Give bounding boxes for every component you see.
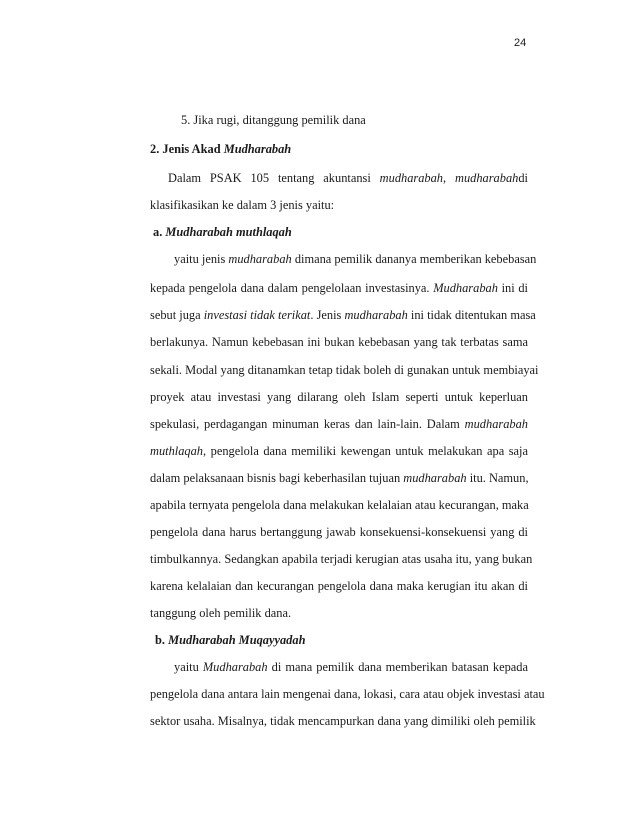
text-segment: mudharabah: [403, 471, 467, 485]
subheading-mudharabah-muthlaqah: [153, 224, 531, 240]
text-segment: sektor usaha. Misalnya, tidak mencampurkan dana yang dimiliki oleh pemilik: [150, 714, 536, 728]
text-segment: timbulkannya. Sedangkan apabila terjadi kerugian atas usaha itu, yang bukan: [150, 552, 533, 566]
paragraph-line: [168, 170, 528, 186]
text-segment: kepada pengelola dana dalam pengelolaan investasinya.: [150, 281, 434, 295]
paragraph-line: [150, 416, 528, 432]
text-segment: di: [518, 171, 528, 185]
text-segment: Mudharabah: [433, 281, 498, 295]
paragraph-line: [174, 659, 528, 675]
text-segment: 2. Jenis Akad: [150, 142, 224, 156]
text-segment: muthlaqah: [150, 444, 204, 458]
text-segment: Dalam PSAK 105 tentang akuntansi: [168, 171, 380, 185]
text-segment: Mudharabah: [223, 142, 292, 156]
text-segment: , pengelola dana memiliki kewengan untuk melakukan apa saja: [203, 444, 528, 458]
paragraph-line: [150, 197, 528, 213]
paragraph-line: [150, 524, 528, 540]
text-segment: Mudharabah muthlaqah: [165, 225, 292, 239]
text-segment: sekali. Modal yang ditanamkan tetap tidak boleh di gunakan untuk membiayai: [150, 363, 539, 377]
paragraph-line: [150, 362, 539, 378]
text-segment: mudharabah: [455, 171, 519, 185]
text-segment: ,: [443, 171, 455, 185]
text-segment: Mudharabah: [202, 660, 268, 674]
text-segment: pengelola dana harus bertanggung jawab konsekuensi-konsekuensi yang di: [150, 525, 528, 539]
text-segment: ini di: [497, 281, 528, 295]
text-segment: mudharabah: [228, 252, 292, 266]
text-segment: investasi tidak terikat: [203, 308, 311, 322]
text-segment: b.: [155, 633, 169, 647]
paragraph-line: [150, 443, 528, 459]
text-segment: yaitu: [174, 660, 203, 674]
text-segment: dalam pelaksanaan bisnis bagi keberhasilan tujuan: [150, 471, 404, 485]
subheading-mudharabah-muqayyadah: [155, 632, 533, 648]
text-segment: dimana pemilik dananya memberikan kebebasan: [291, 252, 537, 266]
text-segment: mudharabah: [344, 308, 408, 322]
text-segment: a.: [153, 225, 166, 239]
text-segment: ini tidak ditentukan masa: [407, 308, 536, 322]
paragraph-line: [150, 713, 536, 729]
text-segment: klasifikasikan ke dalam 3 jenis yaitu:: [150, 198, 335, 212]
text-segment: proyek atau investasi yang dilarang oleh Islam seperti untuk keperluan: [150, 390, 528, 404]
paragraph-line: [150, 551, 533, 567]
paragraph-line: [150, 307, 536, 323]
paragraph-line: [150, 470, 528, 486]
paragraph-line: [150, 686, 545, 702]
paragraph-line: [150, 389, 528, 405]
paragraph-line: [150, 497, 528, 513]
list-item-5: [181, 112, 535, 128]
text-segment: di mana pemilik dana memberikan batasan kepada: [267, 660, 528, 674]
paragraph-line: [150, 334, 528, 350]
text-segment: spekulasi, perdagangan minuman keras dan lain-lain. Dalam: [150, 417, 465, 431]
text-segment: 5. Jika rugi, ditanggung pemilik dana: [181, 113, 366, 127]
text-segment: Mudharabah Muqayyadah: [168, 633, 306, 647]
text-segment: itu. Namun,: [466, 471, 529, 485]
text-segment: karena kelalaian dan kecurangan pengelola dana maka kerugian itu akan di: [150, 579, 528, 593]
text-segment: yaitu jenis: [174, 252, 229, 266]
paragraph-line: [150, 280, 528, 296]
text-segment: apabila ternyata pengelola dana melakukan kelalaian atau kecurangan, maka: [150, 498, 529, 512]
text-segment: mudharabah: [379, 171, 444, 185]
text-segment: sebut juga: [150, 308, 204, 322]
text-segment: mudharabah: [464, 417, 528, 431]
paragraph-line: [174, 251, 537, 267]
paragraph-line: [150, 605, 528, 621]
text-segment: pengelola dana antara lain mengenai dana, lokasi, cara atau objek investasi atau: [150, 687, 545, 701]
page-number: 24: [514, 37, 527, 49]
paragraph-line: [150, 578, 528, 594]
section-heading-jenis-akad: [150, 141, 528, 157]
text-segment: tanggung oleh pemilik dana.: [150, 606, 292, 620]
text-segment: . Jenis: [310, 308, 345, 322]
text-segment: berlakunya. Namun kebebasan ini bukan kebebasan yang tak terbatas sama: [150, 335, 528, 349]
